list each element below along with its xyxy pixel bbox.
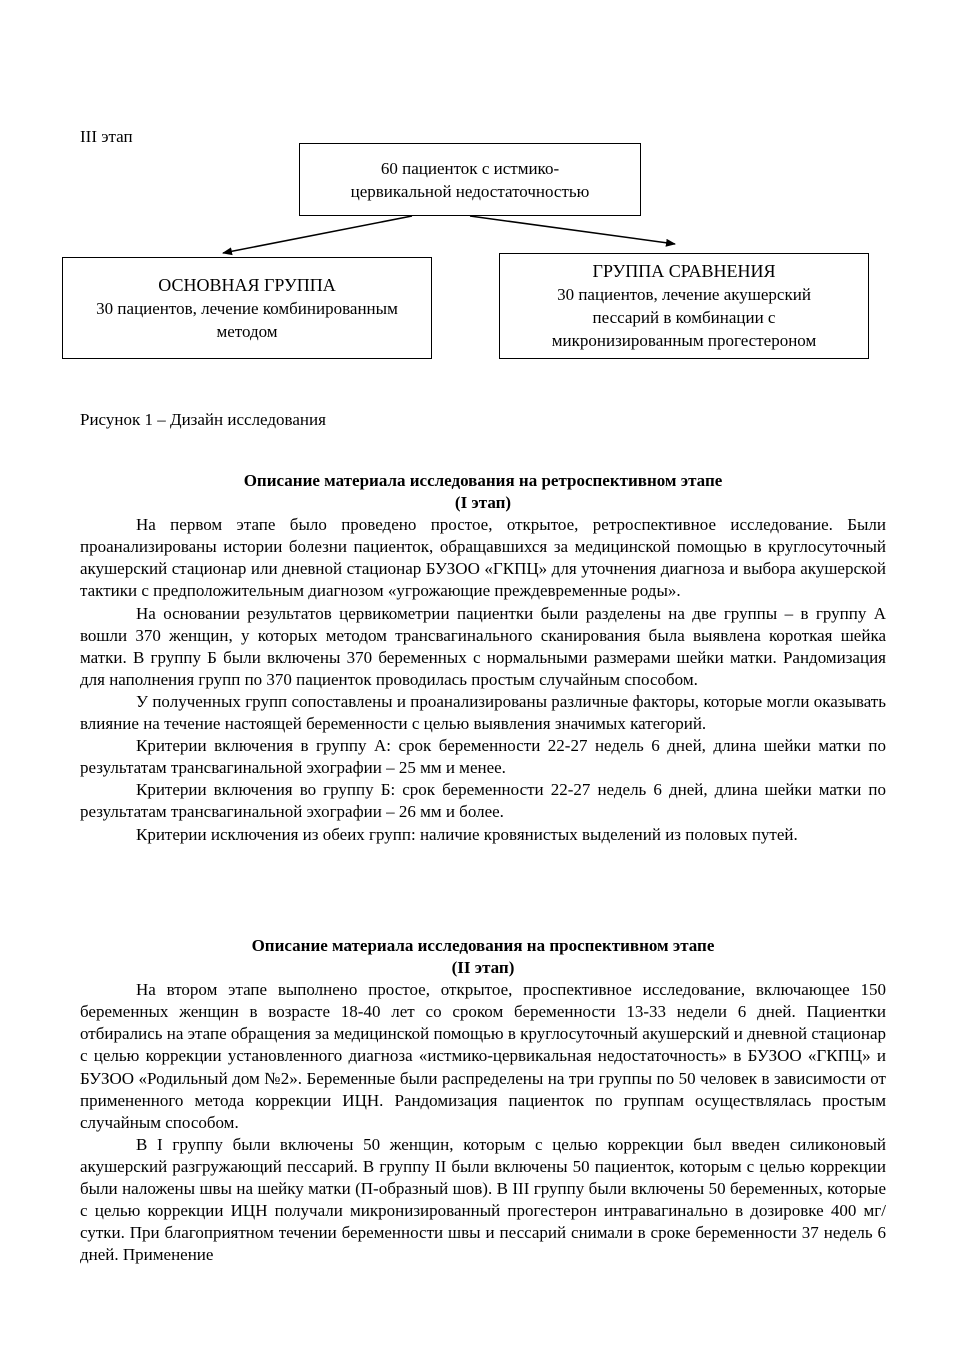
comparison-group-line: пессарий в комбинации с bbox=[592, 308, 776, 327]
paragraph: Критерии включения в группу А: срок беременности 22-27 недель 6 дней, длина шейки матки по результатам трансвагинальной эхографии – 25 мм и менее. bbox=[80, 736, 886, 778]
top-box-line: 60 пациенток с истмико- bbox=[380, 158, 560, 178]
paragraph: На первом этапе было проведено простое, открытое, ретроспективное исследование. Были проанализированы истории болезни пациенток, обращавшихся за медицинской помощью в круглосуточный акушерский стационар или дневной стационар БУЗОО «ГКПЦ» для уточнения диагноза и выбора акушерской тактики с предположительным диагнозом «угрожающие преждевременные роды». bbox=[80, 515, 886, 601]
paragraph: Критерии исключения из обеих групп: наличие кровянистых выделений из половых путей. bbox=[136, 824, 798, 844]
diagram-top-box bbox=[299, 143, 641, 216]
comparison-group-line: микронизированным прогестероном bbox=[551, 331, 817, 350]
main-group-box bbox=[62, 257, 432, 359]
section-subtitle: (I этап) bbox=[454, 493, 512, 513]
arrow-to-main-group bbox=[223, 216, 412, 253]
paragraph: В I группу были включены 50 женщин, которым с целью коррекции был введен силиконовый акушерский разгружающий пессарий. В группу II были включены 50 пациенток, которым с целью коррекции были наложены швы на шейку матки (П-образный шов). В III группу были включены 50 беременных, которые с целью коррекции ИЦН получали микронизированный прогестерон интравагинально в дозировке 400 мг/сутки. При благоприятном течении беременности швы и пессарий снимали в сроке беременности 37 недель 6 дней. Применение bbox=[80, 1134, 886, 1265]
section-title: Описание материала исследования на проспективном этапе bbox=[251, 936, 715, 955]
section-title: Описание материала исследования на ретроспективном этапе bbox=[243, 471, 723, 490]
figure-caption: Рисунок 1 – Дизайн исследования bbox=[80, 410, 326, 429]
section-subtitle: (II этап) bbox=[451, 958, 515, 978]
comparison-group-title: ГРУППА СРАВНЕНИЯ bbox=[592, 261, 776, 281]
top-box-line: цервикальной недостаточностью bbox=[350, 181, 590, 201]
paragraph: Критерии включения во группу Б: срок беременности 22-27 недель 6 дней, длина шейки матки по результатам трансвагинальной эхографии – 26 мм и более. bbox=[80, 780, 886, 822]
paragraph: У полученных групп сопоставлены и проанализированы различные факторы, которые могли оказывать влияние на течение настоящей беременности с целью выявления значимых категорий. bbox=[80, 691, 886, 734]
section-prospective bbox=[80, 935, 886, 1266]
arrow-to-comparison-group bbox=[470, 216, 675, 244]
paragraph: На втором этапе выполнено простое, открытое, проспективное исследование, включающее 150 беременных женщин в возрасте 18-40 лет со сроком беременности 13-33 недели 6 дней. Пациентки отбирались на этапе обращения за медицинской помощью в круглосуточный акушерский и дневной стационар с целью коррекции установленного диагноза «истмико-цервикальная недостаточность» в БУЗОО «ГКПЦ» и БУЗОО «Родильный дом №2». Беременные были распределены на три группы по 50 человек в зависимости от примененного метода коррекции ИЦН. Рандомизация пациенток по группам осуществлялась простым случайным способом. bbox=[80, 980, 886, 1132]
main-group-line: методом bbox=[216, 321, 278, 341]
stage-label: III этап bbox=[80, 127, 133, 146]
comparison-group-line: 30 пациентов, лечение акушерский bbox=[557, 285, 811, 304]
paragraph: На основании результатов цервикометрии пациентки были разделены на две группы – в группу А вошли 370 женщин, у которых методом трансвагинального сканирования была выявлена короткая шейка матки. В группу Б были включены 370 беременных с нормальными размерами шейки матки. Рандомизация для наполнения групп по 370 пациенток проводилась простым случайным способом. bbox=[80, 603, 886, 689]
main-group-line: 30 пациентов, лечение комбинированным bbox=[96, 298, 398, 318]
comparison-group-box bbox=[499, 253, 869, 359]
section-retrospective bbox=[80, 470, 886, 846]
main-group-title: ОСНОВНАЯ ГРУППА bbox=[158, 274, 336, 295]
